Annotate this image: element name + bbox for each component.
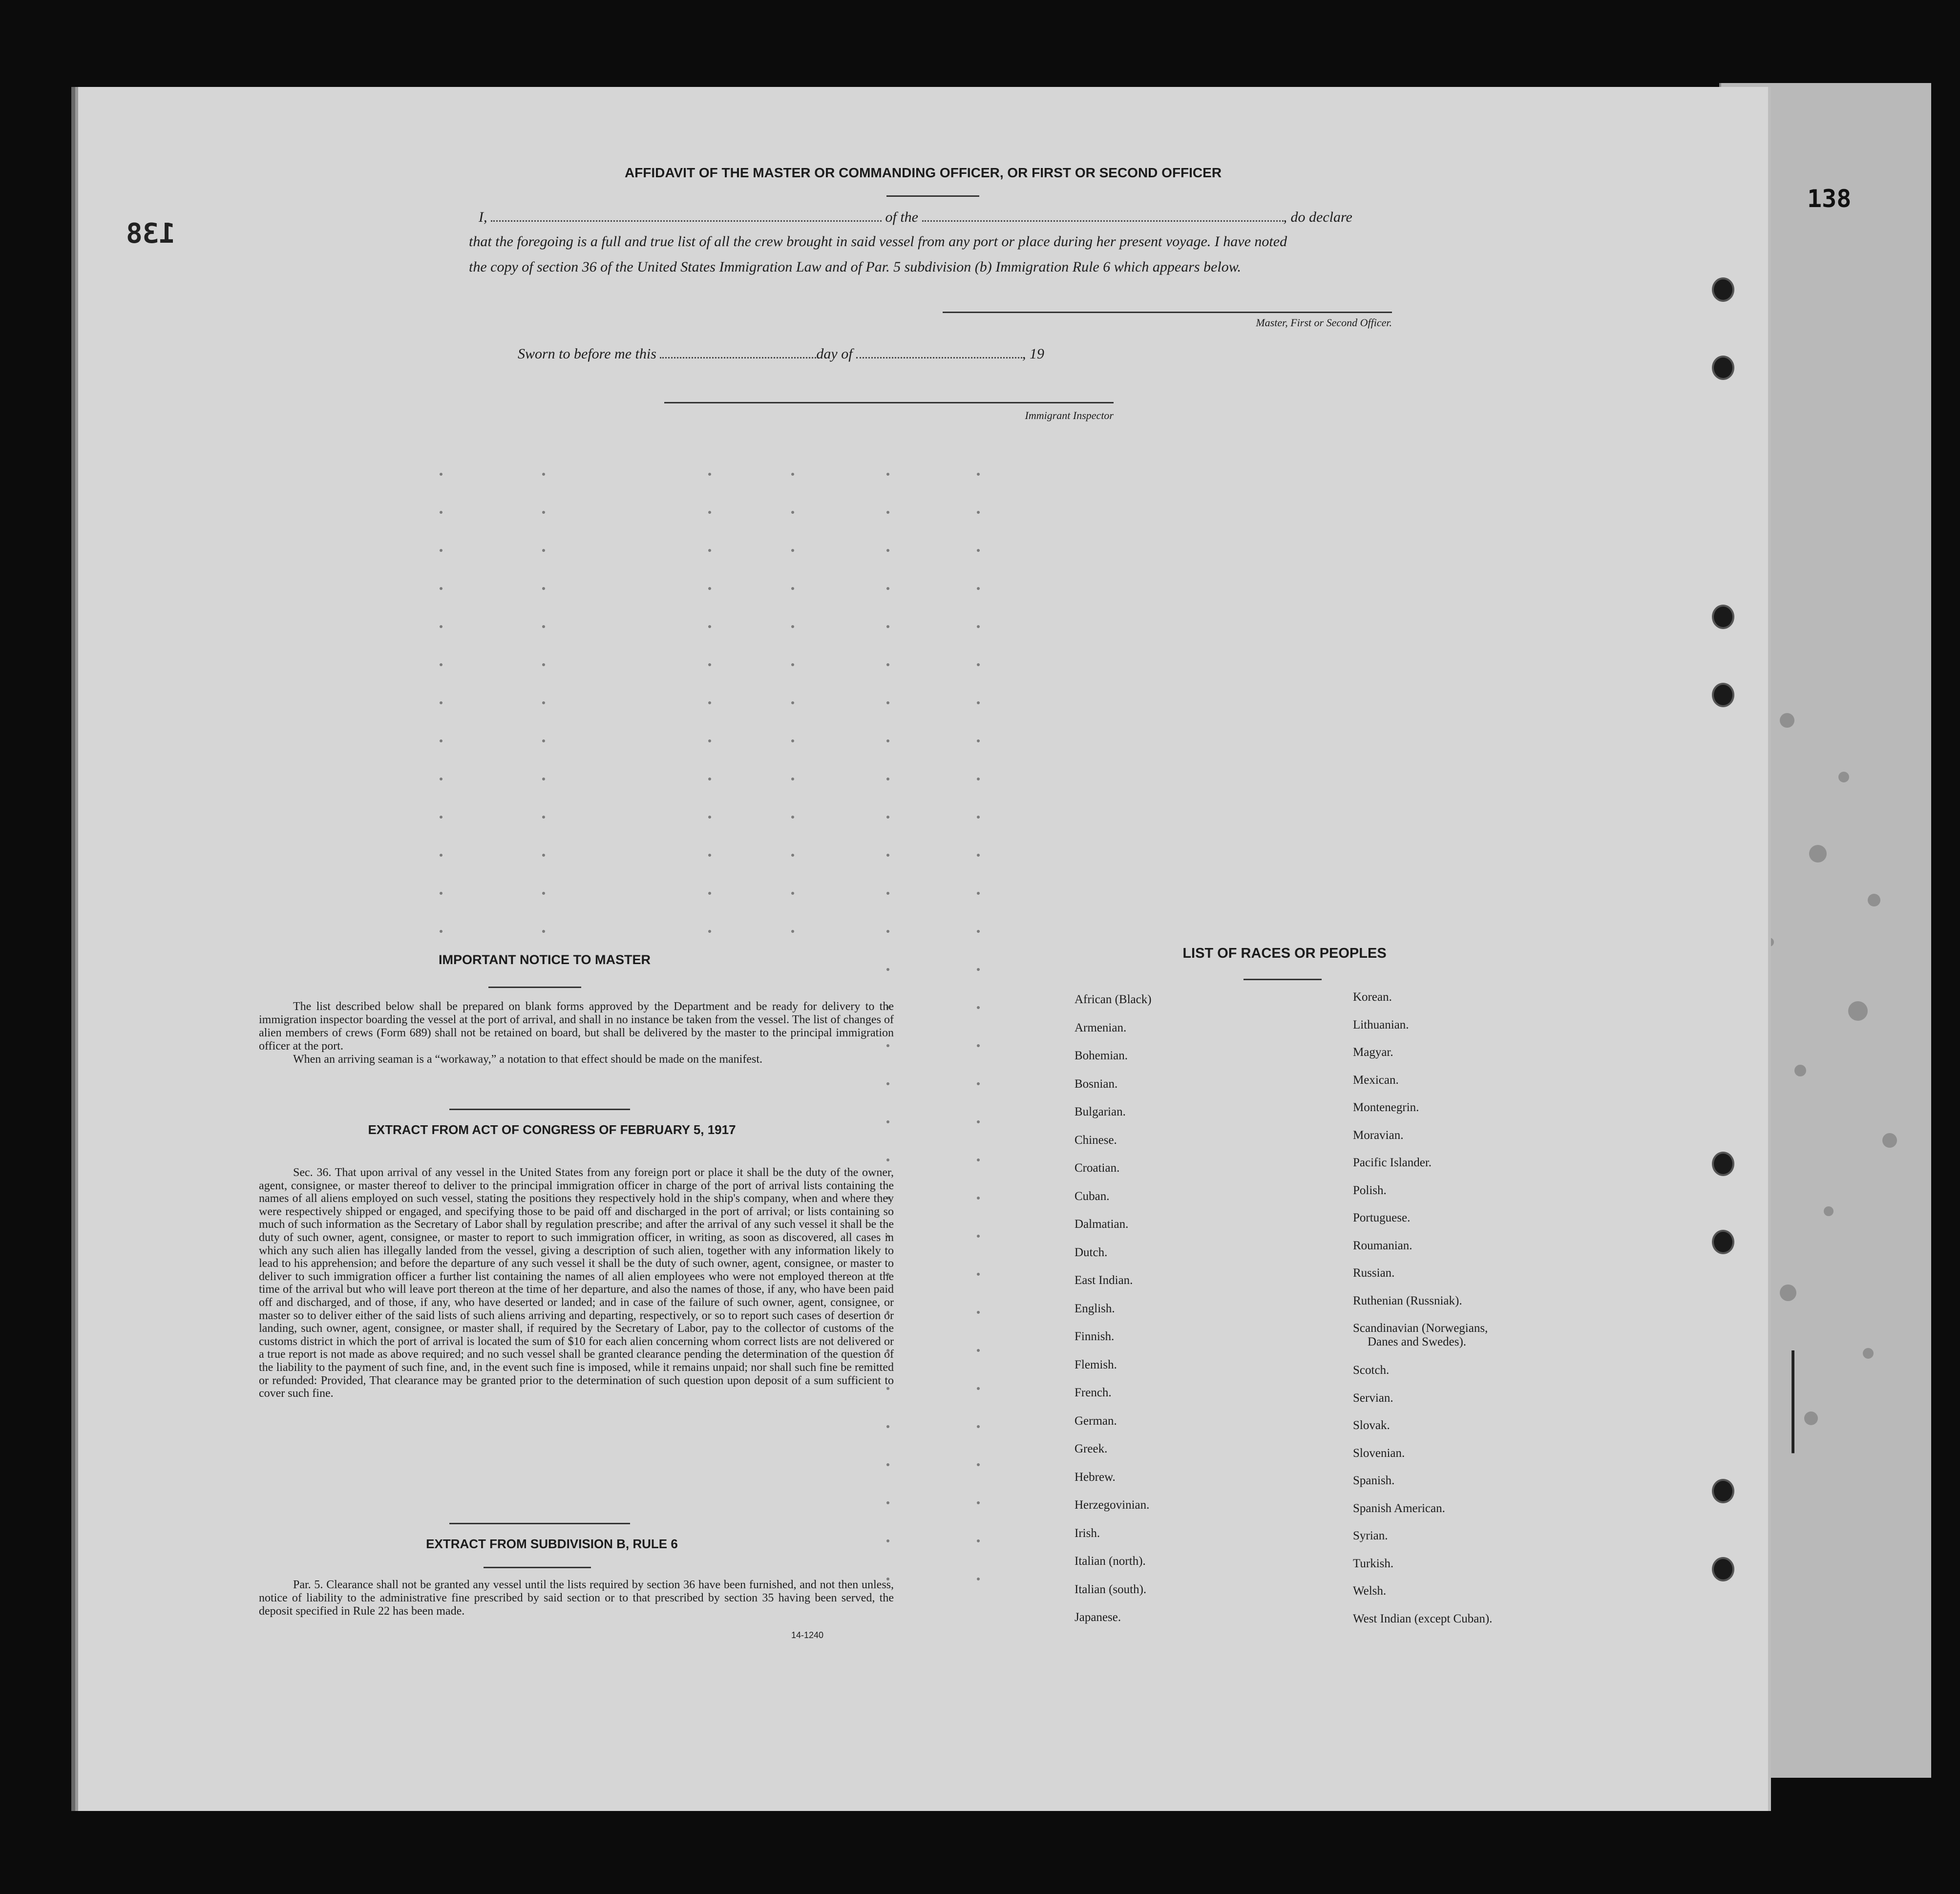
edge-marks: | | | [1783,1345,1808,1453]
grid-dot [886,701,889,704]
vessel-name-field[interactable] [922,220,1284,222]
affidavit-line3: the copy of section 36 of the United States Immigration Law and of Par. 5 subdivision (b) Immigration Rule 6 which appears below. [469,259,1241,275]
grid-dot [977,701,980,704]
sworn-line [518,346,1153,362]
race-item: Roumanian. [1353,1239,1412,1252]
grid-dot [886,1425,889,1428]
grid-dot [542,778,545,780]
grid-dot [886,816,889,819]
grid-dot [542,816,545,819]
grid-dot [886,1158,889,1161]
grid-dot [708,663,711,666]
grid-dot [708,816,711,819]
race-item: German. [1075,1414,1117,1428]
binder-hole [1712,683,1734,707]
grid-dot [886,1120,889,1123]
grid-dot [977,1197,980,1200]
divider [1243,979,1322,980]
grid-dot [977,816,980,819]
grid-dot [542,625,545,628]
race-item: Korean. [1353,990,1392,1004]
grid-dot [791,739,794,742]
grid-dot [977,1311,980,1314]
grid-dot [542,511,545,514]
grid-dot [542,587,545,590]
grid-dot [977,1120,980,1123]
affidavit-line1 [479,209,1470,226]
race-item: Slovak. [1353,1419,1390,1432]
races-title: LIST OF RACES OR PEOPLES [1182,946,1387,961]
grid-dot [977,930,980,933]
signature-line[interactable] [943,312,1392,313]
grid-dot [708,892,711,895]
grid-dot [440,625,443,628]
declarant-prefix: I, [479,209,487,225]
grid-dot [542,549,545,552]
extract-rule-body: Par. 5. Clearance shall not be granted any vessel until the lists required by section 36 have been furnished, and not then unless, notice of liability to the administrative fine prescribed by said section or to that prescribed by section 35 having been served, the deposit specified in Rule 22 has been made. [259,1578,894,1618]
grid-dot [791,930,794,933]
race-item: Turkish. [1353,1557,1394,1570]
race-item: English. [1075,1302,1115,1315]
binder-hole [1712,1557,1734,1581]
grid-dot [440,473,443,476]
affidavit-line2: that the foregoing is a full and true list of all the crew brought in said vessel from any port or place during her present voyage. I have noted [469,233,1287,250]
grid-dot [708,625,711,628]
grid-dot [886,778,889,780]
grid-dot [791,816,794,819]
grid-dot [977,1235,980,1238]
grid-dot [708,930,711,933]
grid-dot [791,663,794,666]
extract-rule-title: EXTRACT FROM SUBDIVISION B, RULE 6 [426,1536,678,1551]
divider [449,1109,630,1110]
grid-dot [886,473,889,476]
grid-dot [791,511,794,514]
race-item: Irish. [1075,1526,1100,1540]
grid-dot [440,930,443,933]
grid-dot [977,549,980,552]
grid-dot [977,1273,980,1276]
race-item: Servian. [1353,1391,1393,1405]
inspector-signature-line[interactable] [664,402,1114,403]
grid-dot [886,625,889,628]
grid-dot [542,701,545,704]
grid-dot [886,1082,889,1085]
grid-dot [440,892,443,895]
page-number: 138 [1807,185,1852,213]
divider [449,1523,630,1524]
grid-dot [886,511,889,514]
grid-dot [440,816,443,819]
mirrored-stamp: 138 [126,218,176,250]
grid-dot [886,549,889,552]
race-item: Cuban. [1075,1189,1110,1203]
grid-dot [886,1501,889,1504]
grid-dot [977,1082,980,1085]
race-item: Herzegovinian. [1075,1498,1150,1512]
grid-dot [791,778,794,780]
sworn-year: , 19 [1022,346,1045,362]
form-page [78,87,1768,1811]
notice-body-2: When an arriving seaman is a “workaway,” a notation to that effect should be made on the manifest. [293,1053,762,1066]
declare-suffix: , do declare [1283,209,1352,225]
extract-act-title: EXTRACT FROM ACT OF CONGRESS OF FEBRUARY 5, 1917 [368,1122,736,1137]
grid-dot [977,473,980,476]
grid-dot [791,625,794,628]
race-item: East Indian. [1075,1274,1133,1287]
grid-dot [542,930,545,933]
grid-dot [440,701,443,704]
extract-act-body: Sec. 36. That upon arrival of any vessel in the United States from any foreign port or place it shall be the duty of the owner, agent, consignee, or master thereof to deliver to the principal immigration officer in charge of the port of arrival lists containing the names of all aliens employed on such vessel, stating the positions they respectively hold in the ship's company, when and where they were respectively shipped or engaged, and specifying those to be paid off and discharged in the port of arrival; or lists containing so much of such information as the Secretary of Labor shall by regulation prescribe; and after the arrival of any such vessel it shall be the duty of such owner, agent, consignee, or master to report to such immigration officer, in writing, as soon as discovered, all cases in which any such alien has illegally landed from the vessel, giving a description of such alien, together with any information likely to lead to his apprehension; and before the departure of any such vessel it shall be the duty of such owner, agent, consignee, or master to deliver to such immigration officer a further list containing the names of all alien employees who were not employed thereon at the time of the arrival but who will leave port thereon at the time of her departure, and also the names of those, if any, who have been paid off and discharged, and of those, if any, who have deserted or landed; and in case of the failure of such owner, agent, consignee, or master so to deliver either of the said lists of such aliens arriving and departing, respectively, or so to report such cases of desertion or landing, such owner, agent, consignee, or master shall, if required by the Secretary of Labor, pay to the collector of customs of the customs district in which the port of arrival is located the sum of $10 for each alien concerning whom correct lists are not delivered or a true report is not made as above required; and no such vessel shall be granted clearance pending the determination of the question of the liability to the payment of such fine, and, in the event such fine is imposed, while it remains unpaid; nor shall such fine be remitted or refunded: Provided, That clearance may be granted prior to the determination of such question upon deposit of a sum sufficient to cover such fine. [259,1166,894,1400]
binder-hole [1712,356,1734,380]
binder-hole [1712,605,1734,629]
grid-dot [977,587,980,590]
race-item: Spanish American. [1353,1501,1445,1515]
grid-dot [440,854,443,857]
race-item: Scotch. [1353,1364,1390,1377]
sworn-day-of: day of [816,346,853,362]
race-item: Croatian. [1075,1161,1120,1175]
grid-dot [886,1539,889,1542]
form-number: 14-1240 [791,1630,824,1640]
race-item: African (Black) [1075,993,1152,1006]
grid-dot [708,549,711,552]
grid-dot [886,854,889,857]
divider [488,987,581,988]
race-item: West Indian (except Cuban). [1353,1612,1493,1625]
grid-dot [977,511,980,514]
binder-hole [1712,1479,1734,1503]
race-item: Danes and Swedes). [1368,1335,1467,1348]
grid-dot [542,473,545,476]
signature-caption: Master, First or Second Officer. [1256,316,1392,329]
grid-dot [886,1463,889,1466]
race-item: Hebrew. [1075,1470,1116,1484]
binder-hole [1712,1230,1734,1254]
race-item: Dutch. [1075,1245,1108,1259]
divider [886,195,979,197]
notice-body: The list described below shall be prepared on blank forms approved by the Department and be ready for delivery to the immigration inspector boarding the vessel at the port of arrival, and shall in no instance be taken from the vessel. The list of changes of alien members of crews (Form 689) shall not be retained on board, but shall be delivered by the master to the principal immigration officer at the port. [259,1000,894,1052]
race-item: Greek. [1075,1442,1108,1455]
grid-dot [977,1463,980,1466]
race-item: French. [1075,1386,1112,1399]
grid-dot [791,549,794,552]
sworn-prefix: Sworn to before me this [518,346,656,362]
grid-dot [977,1044,980,1047]
grid-dot [977,1158,980,1161]
race-item: Montenegrin. [1353,1101,1419,1114]
race-item: Portuguese. [1353,1211,1411,1224]
race-item: Slovenian. [1353,1446,1405,1460]
race-item: Russian. [1353,1266,1395,1280]
grid-dot [791,892,794,895]
race-item: Finnish. [1075,1330,1115,1343]
grid-dot [977,968,980,971]
grid-dot [708,587,711,590]
grid-dot [977,1501,980,1504]
race-item: Chinese. [1075,1133,1117,1147]
grid-dot [977,854,980,857]
race-item: Ruthenian (Russniak). [1353,1294,1462,1307]
race-item: Pacific Islander. [1353,1156,1432,1169]
grid-dot [542,892,545,895]
grid-dot [886,892,889,895]
grid-dot [977,663,980,666]
grid-dot [440,587,443,590]
race-item: Dalmatian. [1075,1218,1129,1231]
grid-dot [977,1578,980,1580]
grid-dot [542,663,545,666]
race-item: Flemish. [1075,1358,1117,1371]
binder-hole [1712,277,1734,302]
race-item: Japanese. [1075,1611,1121,1624]
grid-dot [977,625,980,628]
race-item: Syrian. [1353,1529,1388,1542]
divider [484,1567,591,1568]
race-item: Italian (south). [1075,1582,1147,1596]
race-item: Bosnian. [1075,1077,1118,1091]
grid-dot [977,1425,980,1428]
grid-dot [886,663,889,666]
notice-title: IMPORTANT NOTICE TO MASTER [439,952,651,967]
sworn-month-field[interactable] [856,357,1022,358]
grid-dot [791,854,794,857]
grid-dot [977,1539,980,1542]
grid-dot [977,1349,980,1352]
grid-dot [440,663,443,666]
grid-dot [708,701,711,704]
grid-dot [708,778,711,780]
grid-dot [886,968,889,971]
grid-dot [886,930,889,933]
grid-dot [440,549,443,552]
grid-dot [708,854,711,857]
vessel-prefix: of the [885,209,918,225]
grid-dot [791,587,794,590]
race-item: Bulgarian. [1075,1105,1126,1118]
grid-dot [440,778,443,780]
sworn-day-field[interactable] [660,357,816,358]
grid-dot [977,1387,980,1390]
race-item: Lithuanian. [1353,1018,1409,1031]
race-item: Welsh. [1353,1584,1387,1598]
grid-dot [886,587,889,590]
race-item: Moravian. [1353,1128,1404,1142]
affidavit-title: AFFIDAVIT OF THE MASTER OR COMMANDING OFFICER, OR FIRST OR SECOND OFFICER [624,165,1222,180]
inspector-caption: Immigrant Inspector [1025,409,1114,421]
grid-dot [886,739,889,742]
race-item: Bohemian. [1075,1049,1128,1062]
grid-dot [542,739,545,742]
grid-dot [708,739,711,742]
race-item: Mexican. [1353,1073,1399,1087]
binder-hole [1712,1152,1734,1176]
race-item: Magyar. [1353,1046,1393,1059]
race-item: Armenian. [1075,1021,1127,1034]
grid-dot [791,701,794,704]
grid-dot [791,473,794,476]
grid-dot [542,854,545,857]
race-item: Spanish. [1353,1474,1395,1487]
declarant-name-field[interactable] [491,220,882,222]
grid-dot [977,778,980,780]
race-item: Scandinavian (Norwegians, [1353,1322,1488,1335]
grid-dot [977,739,980,742]
race-item: Italian (north). [1075,1555,1146,1568]
grid-dot [708,511,711,514]
grid-dot [440,739,443,742]
grid-dot [708,473,711,476]
grid-dot [977,892,980,895]
grid-dot [977,1006,980,1009]
grid-dot [440,511,443,514]
race-item: Polish. [1353,1183,1387,1197]
